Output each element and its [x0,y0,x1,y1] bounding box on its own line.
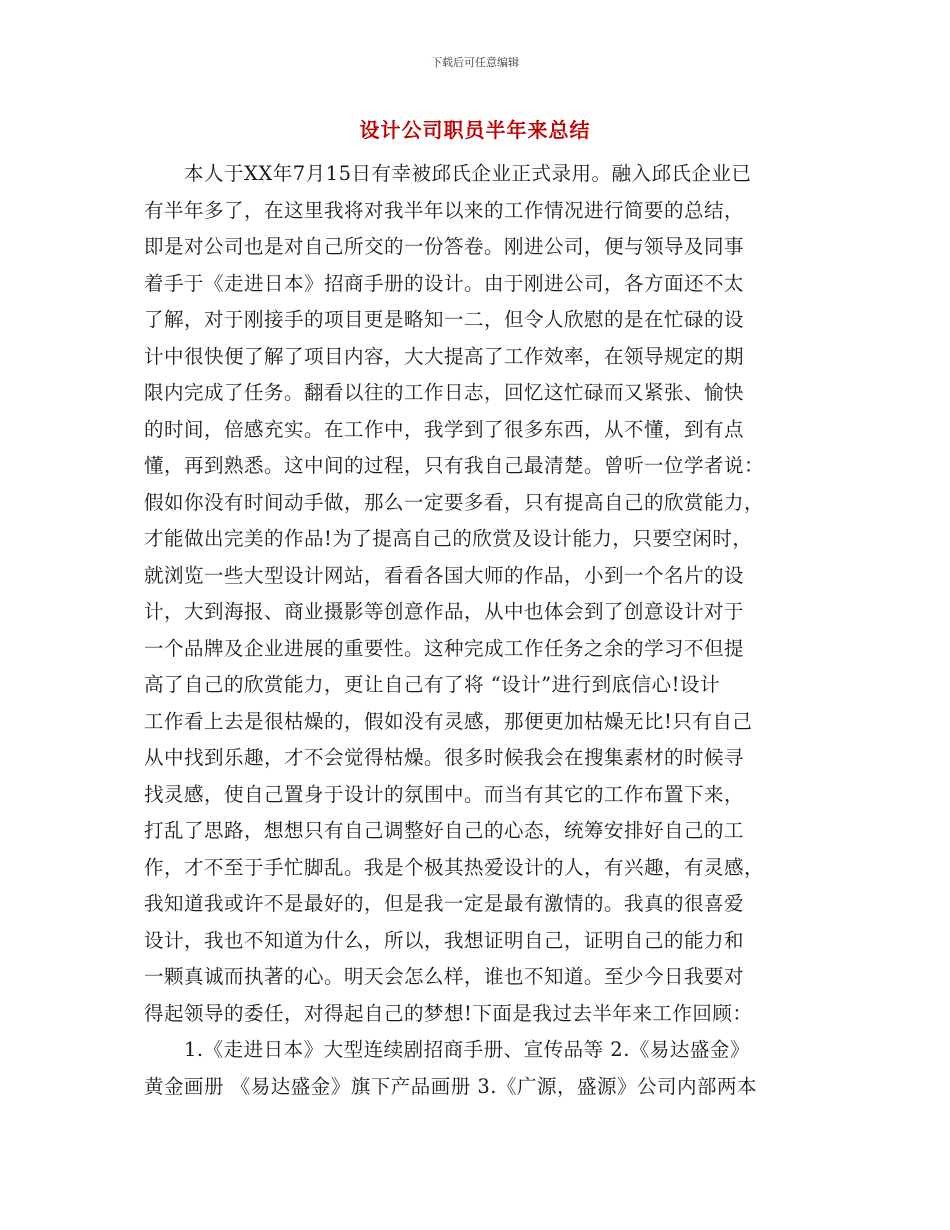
text-line: 计，大到海报、商业摄影等创意作品，从中也体会到了创意设计对于 [144,600,745,623]
page-header: 下载后可任意编辑 [431,56,519,69]
text-line: 有半年多了，在这里我将对我半年以来的工作情况进行简要的总结， [144,198,745,222]
text-line: 1.《走进日本》大型连续剧招商手册、宣传品等 2.《易达盛金》 [144,1038,750,1061]
text-line: 限内完成了任务。翻看以往的工作日志，回忆这忙碌而又紧张、愉快 [144,381,745,404]
text-line: 才能做出完美的作品!为了提高自己的欣赏及设计能力，只要空闲时， [144,527,753,550]
text-line: 一颗真诚而执著的心。明天会怎么样，谁也不知道。至少今日我要对 [144,965,745,988]
text-line: 高了自己的欣赏能力，更让自己有了将 “设计”进行到底信心!设计 [144,673,720,696]
document-title: 设计公司职员半年来总结 [359,118,591,142]
text-line: 工作看上去是很枯燥的，假如没有灵感，那便更加枯燥无比!只有自己 [144,709,753,733]
text-line: 设计，我也不知道为什么，所以，我想证明自己，证明自己的能力和 [144,928,745,952]
text-line: 假如你没有时间动手做，那么一定要多看，只有提高自己的欣赏能力， [144,490,765,514]
text-line: 得起领导的委任，对得起自己的梦想!下面是我过去半年来工作回顾： [144,1001,753,1025]
text-line: 了解，对于刚接手的项目更是略知一二，但令人欣慰的是在忙碌的设 [144,308,745,331]
text-line: 作，才不至于手忙脚乱。我是个极其热爱设计的人，有兴趣，有灵感， [144,855,765,879]
text-line: 懂，再到熟悉。这中间的过程，只有我自己最清楚。曾听一位学者说： [144,454,765,477]
text-line: 本人于XX年7月15日有幸被邱氏企业正式录用。融入邱氏企业已 [144,162,752,185]
text-line: 黄金画册 《易达盛金》旗下产品画册 3.《广源，盛源》公司内部两本 [144,1074,758,1098]
text-line: 的时间，倍感充实。在工作中，我学到了很多东西，从不懂，到有点 [144,417,745,441]
text-line: 我知道我或许不是最好的，但是我一定是最有激情的。我真的很喜爱 [144,892,745,915]
text-line: 找灵感，使自己置身于设计的氛围中。而当有其它的工作布置下来， [144,782,745,806]
text-line: 一个品牌及企业进展的重要性。这种完成工作任务之余的学习不但提 [144,636,745,660]
text-line: 打乱了思路，想想只有自己调整好自己的心态，统筹安排好自己的工 [144,819,745,842]
text-line: 即是对公司也是对自己所交的一份答卷。刚进公司，便与领导及同事 [144,235,745,258]
text-line: 着手于《走进日本》招商手册的设计。由于刚进公司，各方面还不太 [144,271,745,295]
text-line: 计中很快便了解了项目内容，大大提高了工作效率，在领导规定的期 [144,344,745,368]
text-line: 从中找到乐趣，才不会觉得枯燥。很多时候我会在搜集素材的时候寻 [144,746,745,769]
document-body [144,156,814,1105]
text-line: 就浏览一些大型设计网站，看看各国大师的作品，小到一个名片的设 [144,563,745,587]
